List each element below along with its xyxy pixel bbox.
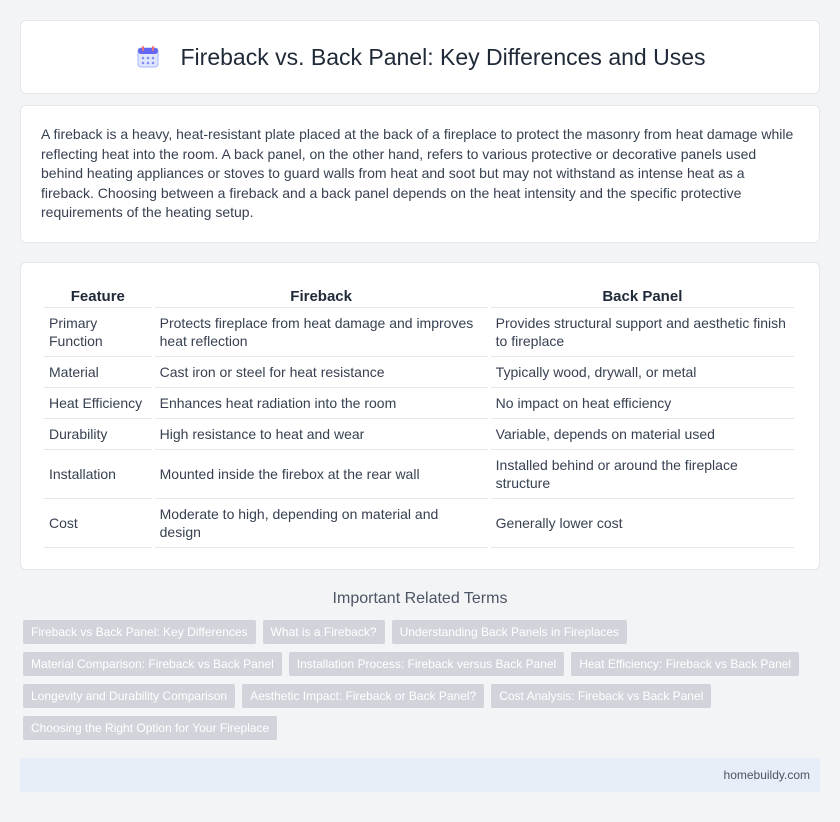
- related-terms-tags: [20, 620, 820, 748]
- related-term-tag[interactable]: Fireback vs Back Panel: Key Differences: [23, 620, 256, 644]
- table-cell-back-panel: Installed behind or around the fireplace structure: [491, 450, 794, 499]
- table-cell-back-panel: No impact on heat efficiency: [491, 388, 794, 419]
- table-row: [44, 357, 794, 388]
- table-header-row: [44, 283, 794, 308]
- calendar-icon: [135, 44, 161, 70]
- header-back-panel: Back Panel: [491, 283, 794, 308]
- related-term-tag[interactable]: Longevity and Durability Comparison: [23, 684, 235, 708]
- header-fireback: Fireback: [155, 283, 488, 308]
- table-row: [44, 388, 794, 419]
- table-row: [44, 499, 794, 548]
- related-term-tag[interactable]: Cost Analysis: Fireback vs Back Panel: [491, 684, 711, 708]
- page-title-text: Fireback vs. Back Panel: Key Differences and Uses: [180, 43, 706, 70]
- title-card: [20, 20, 820, 94]
- page-title: [135, 44, 706, 71]
- table-row: [44, 419, 794, 450]
- table-cell-fireback: Enhances heat radiation into the room: [155, 388, 488, 419]
- comparison-table: [41, 283, 797, 548]
- related-term-tag[interactable]: Understanding Back Panels in Fireplaces: [392, 620, 627, 644]
- related-terms-section: [20, 590, 820, 748]
- table-cell-fireback: Protects fireplace from heat damage and improves heat reflection: [155, 308, 488, 357]
- footer: [20, 758, 820, 792]
- related-term-tag[interactable]: What is a Fireback?: [263, 620, 385, 644]
- table-cell-back-panel: Provides structural support and aesthetic finish to fireplace: [491, 308, 794, 357]
- table-cell-fireback: Cast iron or steel for heat resistance: [155, 357, 488, 388]
- table-row: [44, 450, 794, 499]
- footer-site-link[interactable]: homebuildy.com: [723, 768, 810, 782]
- header-feature: Feature: [44, 283, 152, 308]
- comparison-table-card: [20, 262, 820, 570]
- related-term-tag[interactable]: Material Comparison: Fireback vs Back Panel: [23, 652, 282, 676]
- intro-paragraph: A fireback is a heavy, heat-resistant plate placed at the back of a fireplace to protect the masonry from heat damage while reflecting heat into the room. A back panel, on the other hand, refers to various protective or decorative panels used behind heating appliances or stoves to guard walls from heat and soot but may not withstand as intense heat as a fireback. Choosing between a fireback and a back panel depends on the heat intensity and the specific protective requirements of the heating setup.: [41, 126, 794, 221]
- table-cell-back-panel: Generally lower cost: [491, 499, 794, 548]
- table-cell-fireback: High resistance to heat and wear: [155, 419, 488, 450]
- related-term-tag[interactable]: Installation Process: Fireback versus Back Panel: [289, 652, 564, 676]
- table-cell-back-panel: Typically wood, drywall, or metal: [491, 357, 794, 388]
- related-term-tag[interactable]: Choosing the Right Option for Your Fireplace: [23, 716, 277, 740]
- intro-card: [20, 105, 820, 243]
- table-cell-feature: Cost: [44, 499, 152, 548]
- related-term-tag[interactable]: Aesthetic Impact: Fireback or Back Panel?: [242, 684, 484, 708]
- table-cell-feature: Durability: [44, 419, 152, 450]
- table-cell-fireback: Mounted inside the firebox at the rear wall: [155, 450, 488, 499]
- table-cell-feature: Heat Efficiency: [44, 388, 152, 419]
- table-cell-fireback: Moderate to high, depending on material and design: [155, 499, 488, 548]
- table-cell-feature: Installation: [44, 450, 152, 499]
- table-row: [44, 308, 794, 357]
- related-term-tag[interactable]: Heat Efficiency: Fireback vs Back Panel: [571, 652, 799, 676]
- table-cell-back-panel: Variable, depends on material used: [491, 419, 794, 450]
- table-cell-feature: Primary Function: [44, 308, 152, 357]
- table-cell-feature: Material: [44, 357, 152, 388]
- related-terms-title: Important Related Terms: [332, 590, 508, 607]
